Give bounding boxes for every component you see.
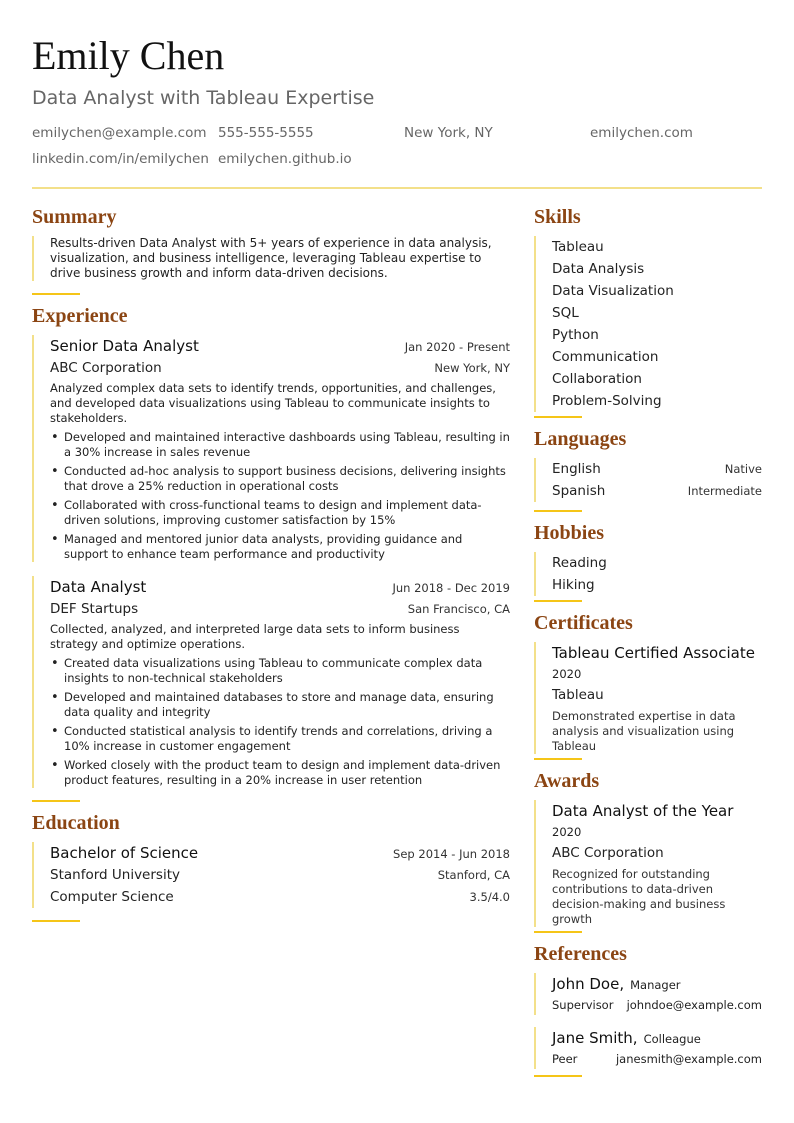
certificate-description: Demonstrated expertise in data analysis and visualization using Tableau bbox=[552, 709, 736, 753]
section-heading: Awards bbox=[534, 770, 600, 792]
section-divider bbox=[32, 920, 80, 922]
section-divider bbox=[534, 931, 582, 933]
job-achievements bbox=[50, 656, 510, 788]
education-dates: Sep 2014 - Jun 2018 bbox=[393, 847, 510, 861]
language-item bbox=[552, 458, 762, 480]
main-column bbox=[32, 204, 510, 922]
job-achievements bbox=[50, 430, 510, 562]
job-company: DEF Startups bbox=[50, 601, 139, 617]
section-heading: Skills bbox=[534, 206, 581, 228]
certificate-entry bbox=[534, 642, 762, 754]
language-item bbox=[552, 480, 762, 502]
section-divider bbox=[534, 510, 582, 512]
section-divider bbox=[32, 800, 80, 802]
list-item: • Created data visualizations using Tableau to communicate complex data insights to non-technical stakeholders bbox=[50, 656, 510, 686]
person-name: Emily Chen bbox=[32, 33, 225, 78]
section-heading: Languages bbox=[534, 428, 627, 450]
job-headline: Data Analyst with Tableau Expertise bbox=[32, 87, 375, 109]
skill-item: Collaboration bbox=[552, 371, 642, 387]
skills-section bbox=[534, 204, 762, 418]
job-title: Data Analyst bbox=[50, 578, 147, 596]
list-item: • Developed and maintained interactive dashboards using Tableau, resulting in a 30% increase in sales revenue bbox=[50, 430, 510, 460]
section-heading: Education bbox=[32, 812, 120, 834]
job-dates: Jan 2020 - Present bbox=[404, 340, 510, 354]
job-title: Senior Data Analyst bbox=[50, 337, 199, 355]
certificate-year: 2020 bbox=[552, 667, 582, 681]
reference-email[interactable]: janesmith@example.com bbox=[615, 1052, 762, 1066]
skill-item: Data Visualization bbox=[552, 283, 674, 299]
languages-list bbox=[534, 458, 762, 502]
education-section bbox=[32, 810, 510, 922]
side-column bbox=[534, 204, 762, 1077]
header-divider bbox=[32, 187, 762, 189]
job-location: New York, NY bbox=[434, 361, 510, 375]
list-item: • Conducted statistical analysis to identify trends and correlations, driving a 10% increase in customer engagement bbox=[50, 724, 510, 754]
gpa: 3.5/4.0 bbox=[469, 890, 510, 904]
section-divider bbox=[32, 293, 80, 295]
job-company: ABC Corporation bbox=[50, 360, 162, 376]
award-year: 2020 bbox=[552, 825, 582, 839]
contact-website[interactable]: emilychen.com bbox=[590, 125, 693, 141]
job-location: San Francisco, CA bbox=[407, 602, 510, 616]
language-level: Intermediate bbox=[687, 484, 762, 498]
list-item: • Collaborated with cross-functional teams to design and implement data-driven solutions, improving customer satisfaction by 15% bbox=[50, 498, 510, 528]
skill-item: Communication bbox=[552, 349, 659, 365]
skill-item: Tableau bbox=[552, 239, 604, 255]
awards-section bbox=[534, 768, 762, 933]
language-level: Native bbox=[724, 462, 762, 476]
job-description: Analyzed complex data sets to identify trends, opportunities, and challenges, and developed data visualizations using Tableau to communicate insights to stakeholders. bbox=[50, 381, 496, 425]
section-heading: Certificates bbox=[534, 612, 633, 634]
skill-item: Data Analysis bbox=[552, 261, 645, 277]
section-heading: Experience bbox=[32, 305, 128, 327]
resume-header bbox=[32, 32, 762, 168]
hobby-item: Hiking bbox=[552, 577, 595, 593]
hobby-item: Reading bbox=[552, 555, 607, 571]
award-issuer: ABC Corporation bbox=[552, 845, 664, 861]
job-entry bbox=[32, 335, 510, 562]
degree: Bachelor of Science bbox=[50, 844, 199, 862]
languages-section bbox=[534, 426, 762, 512]
skill-item: Problem-Solving bbox=[552, 393, 662, 409]
award-title: Data Analyst of the Year bbox=[552, 802, 734, 820]
contact-email[interactable]: emilychen@example.com bbox=[32, 125, 207, 141]
school-location: Stanford, CA bbox=[437, 868, 510, 882]
section-divider bbox=[534, 600, 582, 602]
language-name: English bbox=[552, 461, 601, 477]
summary-section bbox=[32, 204, 510, 295]
award-entry bbox=[534, 800, 762, 927]
hobbies-section bbox=[534, 520, 762, 602]
field-of-study: Computer Science bbox=[50, 889, 174, 905]
reference-entry bbox=[534, 1027, 762, 1069]
award-description: Recognized for outstanding contributions to data-driven decision-making and business growth bbox=[552, 867, 726, 926]
skill-item: Python bbox=[552, 327, 599, 343]
reference-role: Peer bbox=[552, 1052, 578, 1066]
list-item: • Managed and mentored junior data analysts, providing guidance and support to enhance team performance and productivity bbox=[50, 532, 510, 562]
certificates-section bbox=[534, 610, 762, 760]
list-item: • Developed and maintained databases to store and manage data, ensuring data quality and integrity bbox=[50, 690, 510, 720]
reference-entry bbox=[534, 973, 762, 1015]
contact-linkedin[interactable]: linkedin.com/in/emilychen bbox=[32, 151, 209, 167]
language-name: Spanish bbox=[552, 483, 606, 499]
reference-relation: Colleague bbox=[643, 1032, 701, 1046]
contact-phone[interactable]: 555-555-5555 bbox=[218, 125, 314, 141]
job-dates: Jun 2018 - Dec 2019 bbox=[392, 581, 510, 595]
section-heading: Summary bbox=[32, 206, 117, 228]
school: Stanford University bbox=[50, 867, 180, 883]
certificate-issuer: Tableau bbox=[552, 687, 604, 703]
list-item: • Conducted ad-hoc analysis to support business decisions, delivering insights that drove a 25% reduction in operational costs bbox=[50, 464, 510, 494]
section-heading: References bbox=[534, 943, 627, 965]
reference-name: Jane Smith, bbox=[552, 1029, 638, 1047]
contact-location: New York, NY bbox=[404, 125, 493, 141]
experience-section bbox=[32, 303, 510, 802]
job-entry bbox=[32, 576, 510, 788]
job-description: Collected, analyzed, and interpreted large data sets to inform business strategy and optimize operations. bbox=[50, 622, 460, 651]
summary-block bbox=[32, 236, 510, 281]
skills-list bbox=[534, 236, 762, 412]
contact-github[interactable]: emilychen.github.io bbox=[218, 151, 352, 167]
reference-email[interactable]: johndoe@example.com bbox=[626, 998, 762, 1012]
certificate-title: Tableau Certified Associate bbox=[552, 644, 755, 662]
references-section bbox=[534, 941, 762, 1077]
hobbies-list bbox=[534, 552, 762, 596]
education-entry bbox=[32, 842, 510, 908]
section-divider bbox=[534, 416, 582, 418]
summary-text: Results-driven Data Analyst with 5+ years of experience in data analysis, visualization, and business intelligence, leveraging Tableau expertise to drive business growth and inform data-driven decisions. bbox=[50, 236, 492, 280]
section-divider bbox=[534, 1075, 582, 1077]
list-item: • Worked closely with the product team to design and implement data-driven product features, resulting in a 20% increase in user retention bbox=[50, 758, 510, 788]
section-heading: Hobbies bbox=[534, 522, 605, 544]
reference-relation: Manager bbox=[630, 978, 681, 992]
section-divider bbox=[534, 758, 582, 760]
skill-item: SQL bbox=[552, 305, 579, 321]
contact-info bbox=[32, 124, 762, 168]
reference-role: Supervisor bbox=[552, 998, 614, 1012]
reference-name: John Doe, bbox=[552, 975, 625, 993]
